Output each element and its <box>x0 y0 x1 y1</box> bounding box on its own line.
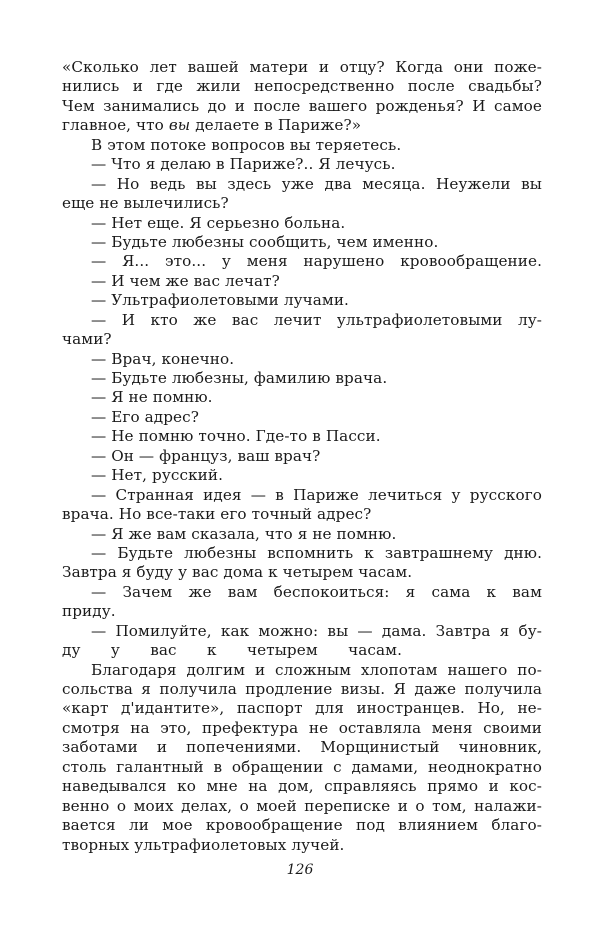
text-line-8: еще не вылечились? <box>62 194 229 213</box>
text-line-30: — Помилуйте, как можно: вы — дама. Завтра я бу- <box>91 621 542 640</box>
text-line-10: — Будьте любезны сообщить, чем именно. <box>91 232 439 251</box>
text-line-36: заботами и попечениями. Морщинистый чиновник, <box>62 738 542 757</box>
text-line-2: нились и где жили непосредственно после свадьбы? <box>62 77 542 96</box>
text-line-18: — Я не помню. <box>91 388 213 407</box>
text-line-23: — Странная идея — в Париже лечиться у русского <box>91 485 542 504</box>
text-line-16: — Врач, конечно. <box>91 349 235 368</box>
text-line-6: — Что я делаю в Париже?.. Я лечусь. <box>91 155 396 174</box>
text-line-22: — Нет, русский. <box>91 466 224 485</box>
text-line-40: вается ли мое кровообращение под влиянием благо- <box>62 816 542 835</box>
text-line-26: — Будьте любезны вспомнить к завтрашнему дню. <box>91 543 542 562</box>
text-line-33: сольства я получила продление визы. Я даже получила <box>62 680 542 698</box>
text-line-28: — Зачем же вам беспокоиться: я сама к вам <box>91 582 542 601</box>
text-line-41: творных ультрафиолетовых лучей. <box>62 835 345 854</box>
text-line-3: Чем занимались до и после вашего рожденья? И самое <box>62 96 542 115</box>
page-body-text <box>62 58 542 855</box>
text-line-31: ду у вас к четырем часам. <box>62 641 402 660</box>
text-line-19: — Его адрес? <box>91 407 199 426</box>
text-segment: делаете в Париже?» <box>190 116 362 135</box>
text-line-38: наведывался ко мне на дом, справляясь прямо и кос- <box>62 777 542 796</box>
text-line-34: «карт д'идантите», паспорт для иностранцев. Но, не- <box>62 699 542 718</box>
text-line-13: — Ультрафиолетовыми лучами. <box>91 291 349 310</box>
text-line-17: — Будьте любезны, фамилию врача. <box>91 369 388 387</box>
text-line-39: венно о моих делах, о моей переписке и о том, налажи- <box>62 796 542 815</box>
text-line-5: В этом потоке вопросов вы теряетесь. <box>91 135 402 154</box>
text-line-27: Завтра я буду у вас дома к четырем часам. <box>62 563 413 582</box>
text-line-1: «Сколько лет вашей матери и отцу? Когда они поже- <box>62 58 542 76</box>
text-line-24: врача. Но все-таки его точный адрес? <box>62 505 372 524</box>
text-line-32: Благодаря долгим и сложным хлопотам нашего по- <box>91 660 542 679</box>
text-line-12: — И чем же вас лечат? <box>91 271 280 290</box>
text-line-9: — Нет еще. Я серьезно больна. <box>91 213 346 232</box>
emphasized-word: вы <box>168 116 191 135</box>
text-line-20: — Не помню точно. Где-то в Пасси. <box>91 427 381 446</box>
text-line-14: — И кто же вас лечит ультрафиолетовыми лу- <box>91 310 542 329</box>
text-line-29: приду. <box>62 602 116 621</box>
text-line-11: — Я... это... у меня нарушено кровообращение. <box>91 252 542 271</box>
page-number: 126 <box>286 862 314 878</box>
text-line-37: столь галантный в обращении с дамами, неоднократно <box>62 757 542 776</box>
text-line-35: смотря на это, префектура не оставляла меня своими <box>62 718 542 737</box>
text-line-21: — Он — француз, ваш врач? <box>91 446 321 465</box>
text-segment: главное, что <box>62 116 169 135</box>
text-line-25: — Я же вам сказала, что я не помню. <box>91 524 397 543</box>
text-line-4 <box>62 116 542 135</box>
text-line-15: чами? <box>62 330 112 349</box>
text-line-7: — Но ведь вы здесь уже два месяца. Неужели вы <box>91 174 542 193</box>
